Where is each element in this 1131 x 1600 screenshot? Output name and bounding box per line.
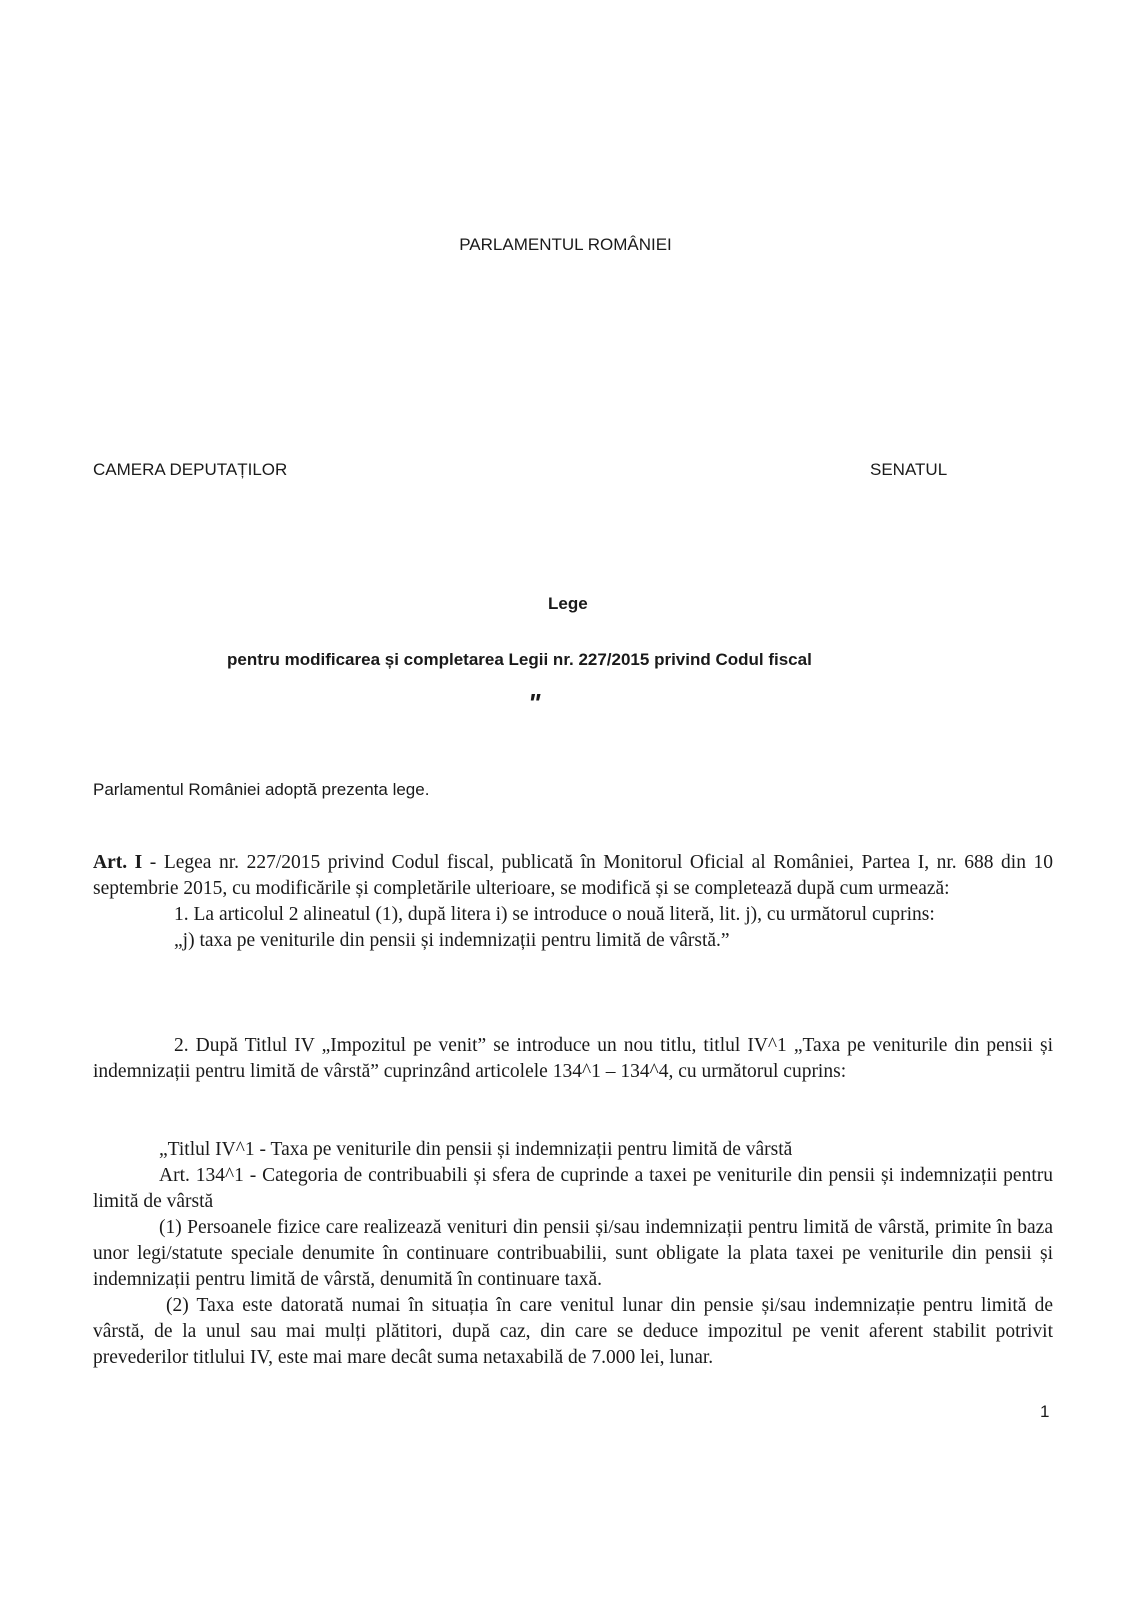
senate-label: SENATUL	[870, 460, 948, 479]
article-134-1-heading: Art. 134^1 - Categoria de contribuabili și sfera de cuprinde a taxei pe veniturile din pensii și indemnizații pentru limită de vârstă	[93, 1165, 1053, 1212]
chamber-deputies-label: CAMERA DEPUTAȚILOR	[93, 460, 288, 479]
new-title-section	[93, 1137, 1053, 1371]
parliament-title: PARLAMENTUL ROMÂNIEI	[459, 235, 672, 254]
handwritten-mark: "	[528, 688, 539, 718]
article-one	[93, 850, 1053, 954]
amendment-item-1-quote: „j) taxa pe veniturile din pensii și indemnizații pentru limită de vârstă.”	[174, 930, 730, 951]
page-number: 1	[1040, 1402, 1050, 1421]
preamble: Parlamentul României adoptă prezenta lege.	[93, 780, 430, 799]
amendment-item-1: 1. La articolul 2 alineatul (1), după litera i) se introduce o nouă literă, lit. j), cu următorul cuprins:	[174, 904, 935, 925]
article-134-1-paragraph-1: (1) Persoanele fizice care realizează venituri din pensii și/sau indemnizații pentru limită de vârstă, primite în baza unor legi/statute speciale denumite în continuare contribuabilii, sunt obligate la plata taxei pe veniturile din pensii și indemnizații pentru limită de vârstă, denumită în continuare taxă.	[93, 1217, 1053, 1290]
amendment-item-2: 2. După Titlul IV „Impozitul pe venit” se introduce un nou titlu, titlul IV^1 „Taxa pe veniturile din pensii și indemnizații pentru limită de vârstă” cuprinzând articolele 134^1 – 134^4, cu următorul cuprins:	[93, 1035, 1053, 1082]
law-subject: pentru modificarea și completarea Legii nr. 227/2015 privind Codul fiscal	[227, 650, 812, 669]
article-one-intro	[93, 850, 1053, 902]
article-134-1-paragraph-2: (2) Taxa este datorată numai în situația în care venitul lunar din pensie și/sau indemnizație pentru limită de vârstă, de la unul sau mai mulți plătitori, după caz, din care se deduce impozitul pe venit aferent stabilit potrivit prevederilor titlului IV, este mai mare decât suma netaxabilă de 7.000 lei, lunar.	[93, 1295, 1053, 1368]
article-one-text: - Legea nr. 227/2015 privind Codul fiscal, publicată în Monitorul Oficial al României, Partea I, nr. 688 din 10 septembrie 2015, cu modificările și completările ulterioare, se modifică și se completează după cum urmează:	[93, 852, 1053, 899]
document-type: Lege	[548, 594, 588, 613]
article-one-label: Art. I	[93, 852, 143, 873]
new-title-heading: „Titlul IV^1 - Taxa pe veniturile din pensii și indemnizații pentru limită de vârstă	[159, 1139, 793, 1160]
